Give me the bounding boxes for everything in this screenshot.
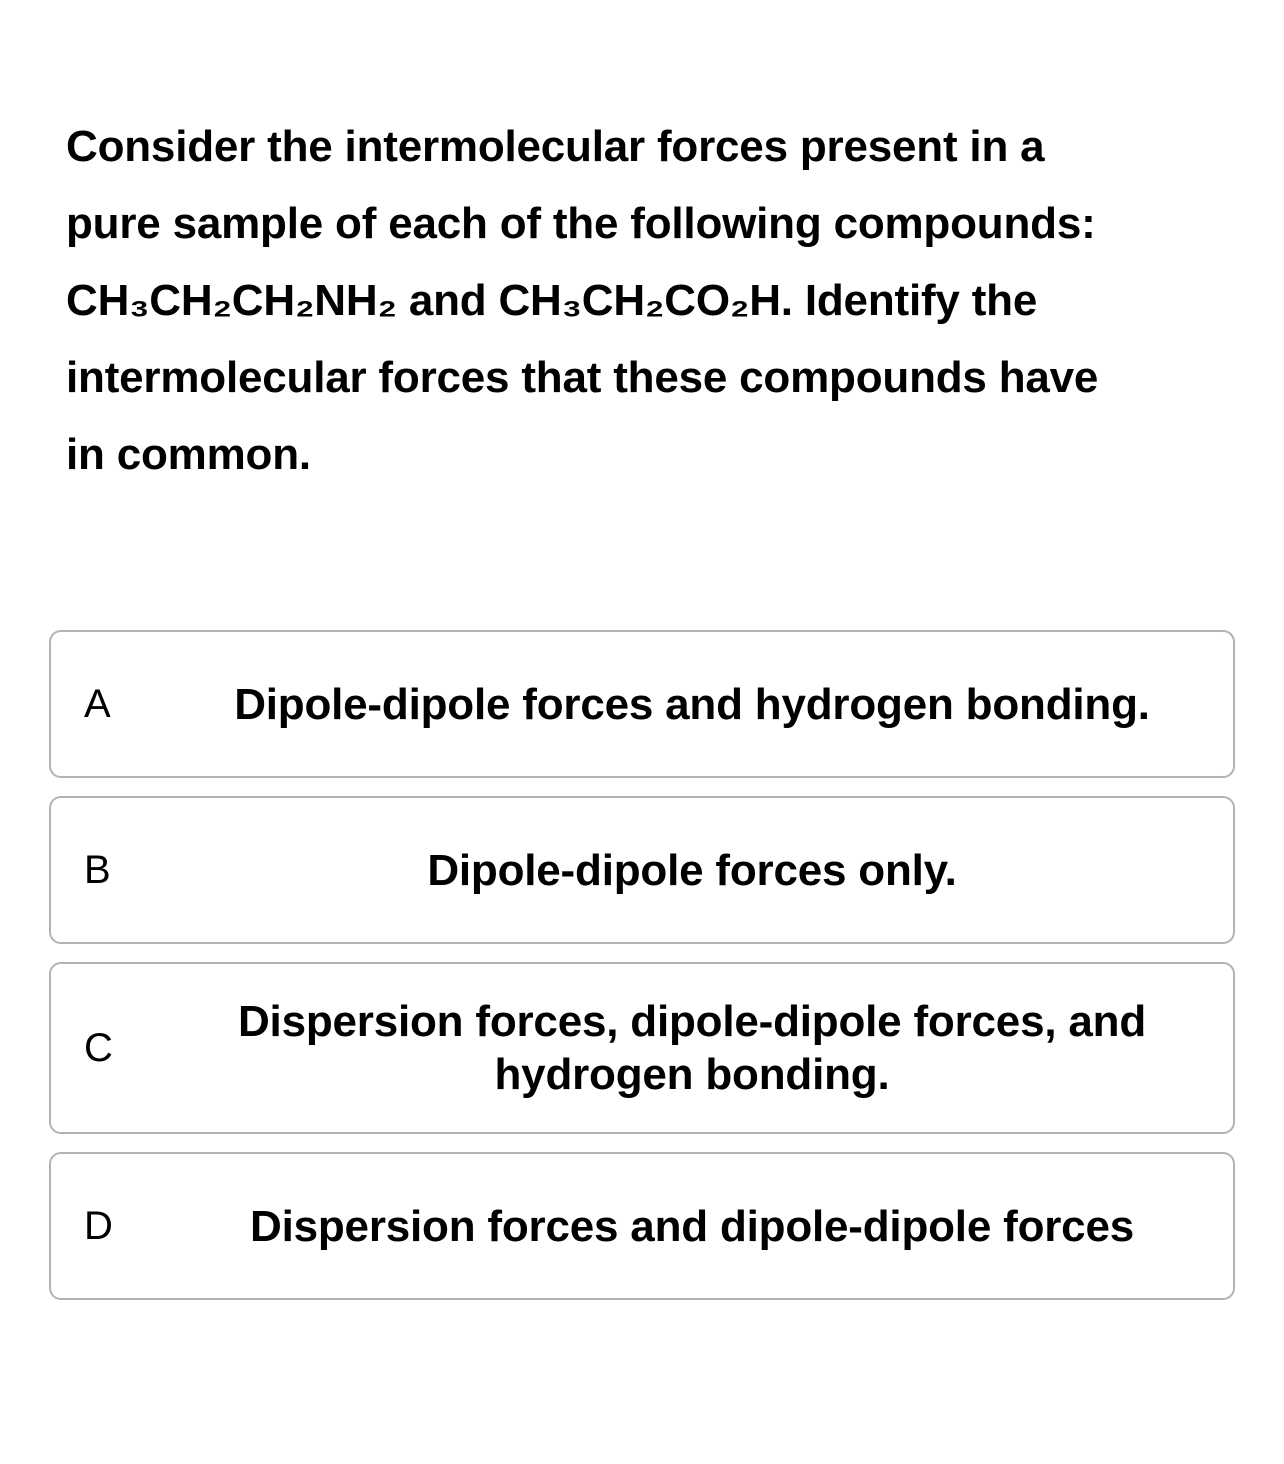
question-line: pure sample of each of the following compounds: xyxy=(66,199,1096,248)
question-line: intermolecular forces that these compounds have xyxy=(66,353,1099,402)
option-text: Dipole-dipole forces and hydrogen bonding. xyxy=(234,679,1150,729)
option-c[interactable] xyxy=(49,962,1235,1134)
question-line: CH₃CH₂CH₂NH₂ and CH₃CH₂CO₂H. Identify the xyxy=(66,276,1038,325)
option-letter: A xyxy=(84,681,111,726)
option-text: Dipole-dipole forces only. xyxy=(427,845,957,895)
option-letter: D xyxy=(84,1203,113,1248)
question-line: Consider the intermolecular forces present in a xyxy=(66,122,1045,171)
option-text: Dispersion forces, dipole-dipole forces, and hydrogen bonding. xyxy=(237,997,1147,1099)
option-a[interactable] xyxy=(49,630,1235,778)
option-b[interactable] xyxy=(49,796,1235,944)
question-text xyxy=(66,108,1226,493)
option-letter: C xyxy=(84,1025,113,1070)
answer-options xyxy=(49,630,1235,1318)
option-d[interactable] xyxy=(49,1152,1235,1300)
question-line: in common. xyxy=(66,430,311,479)
option-letter: B xyxy=(84,847,111,892)
option-text: Dispersion forces and dipole-dipole forces xyxy=(250,1201,1134,1251)
